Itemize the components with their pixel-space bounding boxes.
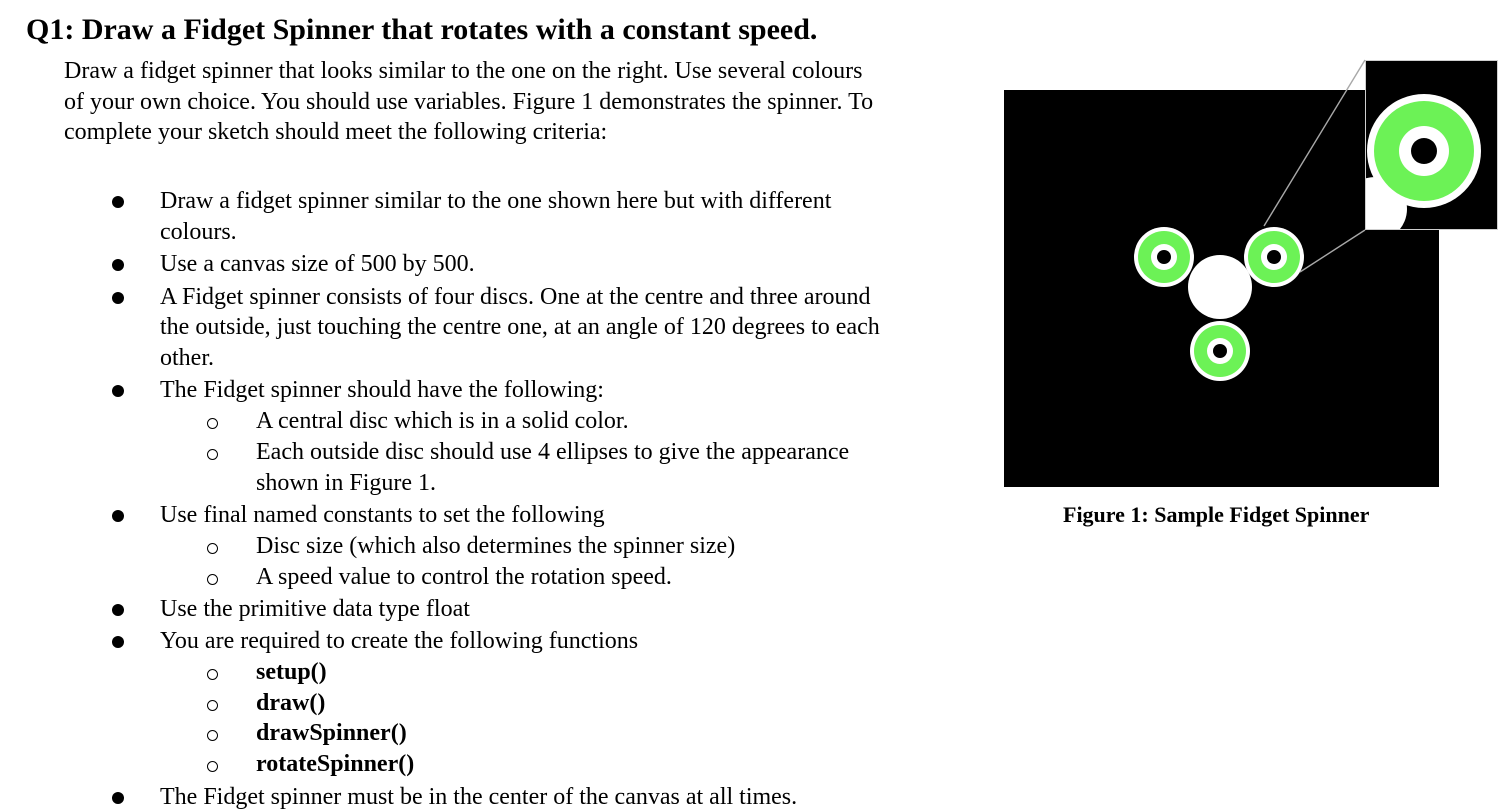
sub-bullet-marker (207, 730, 218, 741)
figure-caption: Figure 1: Sample Fidget Spinner (1063, 502, 1370, 527)
sub-bullet-marker (207, 449, 218, 460)
sub-bullet-marker (207, 418, 218, 429)
criterion-text: The Fidget spinner must be in the center of the canvas at all times. (160, 784, 798, 810)
criterion-text: colours. (160, 219, 237, 245)
criterion-text: The Fidget spinner should have the following: (160, 377, 604, 403)
function-name: rotateSpinner() (256, 751, 415, 777)
intro-line: of your own choice. You should use variables. Figure 1 demonstrates the spinner. To (64, 88, 874, 115)
intro-line: Draw a fidget spinner that looks similar to the one on the right. Use several colours (64, 58, 863, 84)
function-name: draw() (256, 690, 326, 716)
sub-criterion-text: A central disc which is in a solid color. (256, 408, 629, 434)
bullet-marker (112, 604, 124, 616)
bullet-marker (112, 510, 124, 522)
bullet-marker (112, 259, 124, 271)
zoom-inset (1365, 60, 1498, 230)
bullet-marker (112, 636, 124, 648)
criterion-text: A Fidget spinner consists of four discs. One at the centre and three around (160, 284, 871, 310)
criterion-text: Use a canvas size of 500 by 500. (160, 251, 475, 277)
sub-bullet-marker (207, 669, 218, 680)
bullet-marker (112, 792, 124, 804)
criterion-text: Use the primitive data type float (160, 596, 470, 622)
intro-line: complete your sketch should meet the following criteria: (64, 119, 608, 145)
outer-disc-right (1244, 227, 1304, 287)
bullet-marker (112, 385, 124, 397)
question-title: Q1: Draw a Fidget Spinner that rotates with a constant speed. (26, 13, 818, 46)
bullet-marker (112, 196, 124, 208)
outer-disc-left (1134, 227, 1194, 287)
intro-paragraph (64, 56, 994, 148)
criterion-text: Use final named constants to set the following (160, 502, 605, 528)
sub-bullet-marker (207, 574, 218, 585)
zoom-inset-image (1366, 61, 1497, 229)
criterion-text: other. (160, 345, 214, 371)
function-name: drawSpinner() (256, 720, 407, 746)
sub-bullet-marker (207, 700, 218, 711)
sub-criterion-text: A speed value to control the rotation speed. (256, 564, 672, 590)
criterion-text: Draw a fidget spinner similar to the one shown here but with different (160, 188, 832, 214)
function-name: setup() (256, 659, 327, 685)
bullet-marker (112, 292, 124, 304)
sub-criterion-text: Disc size (which also determines the spinner size) (256, 533, 736, 559)
criterion-text: You are required to create the following functions (160, 628, 639, 654)
outer-disc-bottom (1190, 321, 1250, 381)
centre-disc (1188, 255, 1252, 319)
sub-bullet-marker (207, 543, 218, 554)
criterion-text: the outside, just touching the centre one, at an angle of 120 degrees to each (160, 314, 880, 340)
sub-bullet-marker (207, 761, 218, 772)
sub-criterion-text: Each outside disc should use 4 ellipses to give the appearance (256, 439, 850, 465)
sub-criterion-text: shown in Figure 1. (256, 470, 436, 496)
